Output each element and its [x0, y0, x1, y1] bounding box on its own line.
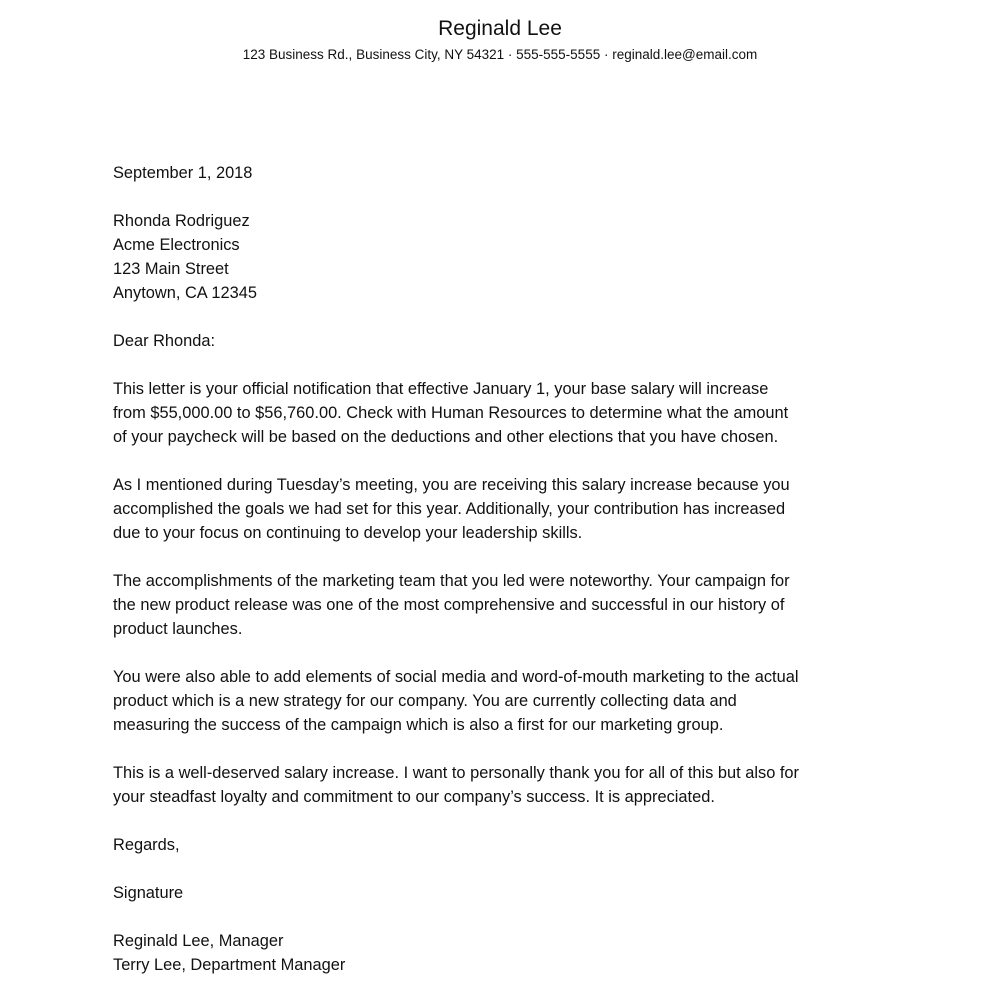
salutation: Dear Rhonda: — [113, 332, 216, 350]
closing: Regards, — [113, 836, 180, 854]
recipient-address-block — [113, 209, 893, 305]
paragraph-line: of your paycheck will be based on the deductions and other elections that you have chosen. — [113, 428, 779, 446]
body-paragraph-2 — [113, 473, 893, 545]
recipient-company: Acme Electronics — [113, 236, 240, 254]
paragraph-line: due to your focus on continuing to develop your leadership skills. — [113, 524, 583, 542]
paragraph-line: This is a well-deserved salary increase. I want to personally thank you for all of this but also for — [113, 764, 799, 782]
recipient-street: 123 Main Street — [113, 260, 229, 278]
paragraph-line: from $55,000.00 to $56,760.00. Check with Human Resources to determine what the amount — [113, 404, 789, 422]
paragraph-line: The accomplishments of the marketing team that you led were noteworthy. Your campaign for — [113, 572, 790, 590]
paragraph-line: product launches. — [113, 620, 243, 638]
body-paragraph-3 — [113, 569, 893, 641]
recipient-city-state-zip: Anytown, CA 12345 — [113, 284, 257, 302]
signer-name-2: Terry Lee, Department Manager — [113, 956, 346, 974]
recipient-name: Rhonda Rodriguez — [113, 212, 250, 230]
paragraph-line: measuring the success of the campaign which is also a first for our marketing group. — [113, 716, 724, 734]
letter-date: September 1, 2018 — [113, 164, 253, 182]
body-paragraph-4 — [113, 665, 893, 737]
paragraph-line: This letter is your official notification that effective January 1, your base salary will increase — [113, 380, 769, 398]
body-paragraph-5 — [113, 761, 893, 809]
sender-name: Reginald Lee — [438, 17, 562, 40]
signer-block — [113, 929, 893, 977]
paragraph-line: You were also able to add elements of social media and word-of-mouth marketing to the actual — [113, 668, 799, 686]
signature-placeholder: Signature — [113, 884, 184, 902]
paragraph-line: product which is a new strategy for our company. You are currently collecting data and — [113, 692, 737, 710]
paragraph-line: the new product release was one of the most comprehensive and successful in our history of — [113, 596, 785, 614]
signer-name-1: Reginald Lee, Manager — [113, 932, 284, 950]
paragraph-line: your steadfast loyalty and commitment to our company’s success. It is appreciated. — [113, 788, 715, 806]
body-paragraph-1 — [113, 377, 893, 449]
paragraph-line: As I mentioned during Tuesday’s meeting, you are receiving this salary increase because you — [113, 476, 790, 494]
paragraph-line: accomplished the goals we had set for this year. Additionally, your contribution has increased — [113, 500, 786, 518]
sender-contact-line: 123 Business Rd., Business City, NY 54321 · 555-555-5555 · reginald.lee@email.com — [242, 47, 758, 62]
